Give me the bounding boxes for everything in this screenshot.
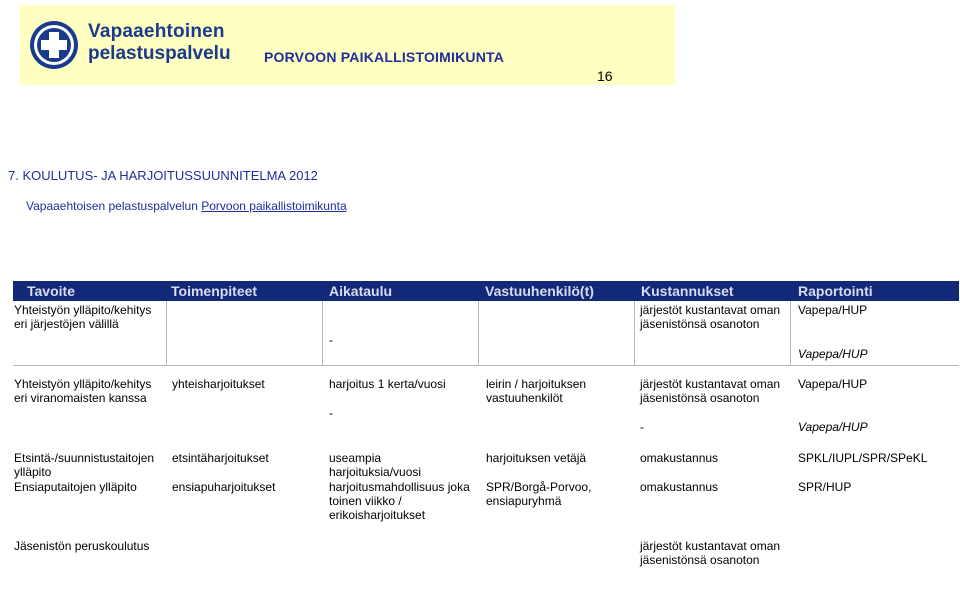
header-aikataulu: Aikataulu [329, 283, 393, 299]
r1-tavoite-line1: Yhteistyön ylläpito/kehitys [14, 303, 152, 317]
r3-aikataulu-line2: harjoituksia/vuosi [329, 465, 422, 479]
header-tavoite: Tavoite [27, 283, 75, 299]
r4-raportointi: SPR/HUP [798, 480, 852, 494]
subheading-prefix: Vapaaehtoisen pelastuspalvelun [26, 199, 202, 213]
r4-aikataulu-line1: harjoitusmahdollisuus joka [329, 480, 470, 494]
vapepa-cross-logo-icon [28, 19, 80, 71]
r5-kustannukset [640, 539, 780, 567]
grid-line [478, 301, 479, 365]
r3-aikataulu-line1: useampia [329, 451, 382, 465]
r2-kustannukset-line2: jäsenistönsä osanoton [640, 391, 760, 405]
header-raportointi: Raportointi [798, 283, 873, 299]
r1-kustannukset [640, 303, 780, 331]
r2-vastuu-line2: vastuuhenkilöt [486, 391, 563, 405]
r1-raportointi-1: Vapepa/HUP [798, 303, 868, 317]
section-heading: 7. KOULUTUS- JA HARJOITUSSUUNNITELMA 2012 [8, 168, 318, 183]
section-subheading [26, 199, 347, 213]
r3-vastuu: harjoituksen vetäjä [486, 451, 587, 465]
r2-kustannukset-2: - [640, 420, 644, 434]
r1-kustannukset-line2: jäsenistönsä osanoton [640, 317, 760, 331]
r4-vastuu-line2: ensiapuryhmä [486, 494, 562, 508]
r2-vastuu [486, 377, 586, 405]
page-number: 16 [597, 68, 613, 84]
r3-tavoite-line2: ylläpito [14, 465, 52, 479]
r5-kustannukset-line2: jäsenistönsä osanoton [640, 553, 760, 567]
r2-aikataulu-1: harjoitus 1 kerta/vuosi [329, 377, 446, 391]
r3-kustannukset: omakustannus [640, 451, 719, 465]
subheading-link[interactable]: Porvoon paikallistoimikunta [201, 199, 347, 213]
r1-tavoite [14, 303, 151, 331]
r3-toimenpiteet: etsintäharjoitukset [172, 451, 269, 465]
r2-kustannukset [640, 377, 780, 405]
grid-line [634, 301, 635, 365]
r2-raportointi-1: Vapepa/HUP [798, 377, 868, 391]
r1-kustannukset-line1: järjestöt kustantavat oman [640, 303, 781, 317]
logo-line-2: pelastuspalvelu [88, 43, 231, 64]
r2-tavoite [14, 377, 151, 405]
r5-kustannukset-line1: järjestöt kustantavat oman [640, 539, 781, 553]
r2-raportointi-2: Vapepa/HUP [798, 420, 868, 434]
header-kustannukset: Kustannukset [641, 283, 734, 299]
r4-vastuu-line1: SPR/Borgå-Porvoo, [486, 480, 592, 494]
r2-aikataulu-2: - [329, 406, 333, 420]
r4-aikataulu [329, 480, 470, 522]
table-header [13, 281, 959, 301]
r3-tavoite-line1: Etsintä-/suunnistustaitojen [14, 451, 155, 465]
r2-vastuu-line1: leirin / harjoituksen [486, 377, 587, 391]
r2-tavoite-line1: Yhteistyön ylläpito/kehitys [14, 377, 152, 391]
grid-line [166, 301, 167, 365]
r5-tavoite: Jäsenistön peruskoulutus [14, 539, 150, 553]
header-banner [20, 5, 675, 85]
r4-toimenpiteet: ensiapuharjoitukset [172, 480, 276, 494]
r2-toimenpiteet: yhteisharjoitukset [172, 377, 265, 391]
r4-aikataulu-line2: toinen viikko / [329, 494, 402, 508]
r4-tavoite: Ensiaputaitojen ylläpito [14, 480, 137, 494]
r1-tavoite-line2: eri järjestöjen välillä [14, 317, 119, 331]
grid-line [13, 365, 959, 366]
r3-raportointi: SPKL/IUPL/SPR/SPeKL [798, 451, 928, 465]
r2-tavoite-line2: eri viranomaisten kanssa [14, 391, 147, 405]
r3-tavoite [14, 451, 154, 479]
grid-line [790, 301, 791, 365]
r1-aikataulu: - [329, 333, 333, 347]
organization-name: PORVOON PAIKALLISTOIMIKUNTA [264, 49, 505, 65]
logo-line-1: Vapaaehtoinen [88, 21, 225, 42]
grid-line [322, 301, 323, 365]
r2-kustannukset-line1: järjestöt kustantavat oman [640, 377, 781, 391]
r4-vastuu [486, 480, 591, 508]
logo-wordmark [88, 21, 231, 65]
r3-aikataulu [329, 451, 421, 479]
r4-kustannukset: omakustannus [640, 480, 719, 494]
r1-raportointi-2: Vapepa/HUP [798, 347, 868, 361]
header-vastuuhenkilot: Vastuuhenkilö(t) [485, 283, 594, 299]
r4-aikataulu-line3: erikoisharjoitukset [329, 508, 426, 522]
header-toimenpiteet: Toimenpiteet [171, 283, 258, 299]
